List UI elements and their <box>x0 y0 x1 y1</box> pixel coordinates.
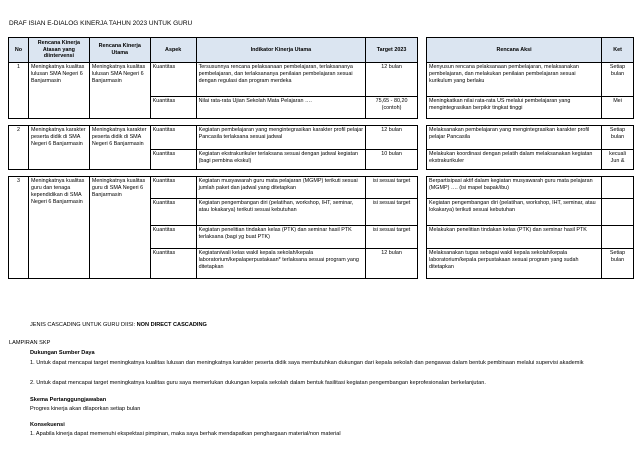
header-rencana-aksi: Rencana Aksi <box>427 38 602 63</box>
ket-cell: Setiap bulan <box>602 63 634 97</box>
table-row <box>9 177 418 199</box>
target-cell: isi sesuai target <box>366 199 418 226</box>
ket-cell: Mei <box>602 97 634 119</box>
rk-intervensi-cell: Meningkatnya karakter peserta didik di SMA Negeri 6 Banjarmasin <box>28 126 89 170</box>
ket-cell: kecuali Jun & <box>602 150 634 170</box>
ket-cell: Setiap bulan <box>602 249 634 279</box>
rk-utama-cell: Meningkatnya kualitas lulusan SMA Negeri 6 Banjarmasin <box>89 63 150 119</box>
row-number: 1 <box>9 63 29 119</box>
header-rk-utama: Rencana Kinerja Utama <box>89 38 150 63</box>
indikator-cell: Kegiatan musyawarah guru mata pelajaran (MGMP) terikuti sesuai jumlah paket dan jadwal yang ditetapkan <box>196 177 366 199</box>
skema-text: Progres kinerja akan dilaporkan setiap bulan <box>30 406 141 412</box>
row-number: 2 <box>9 126 29 170</box>
rencana-aksi-cell: Melakukan koordinasi dengan pelatih dalam melaksanakan kegiatan ekstrakurikuler <box>427 150 602 170</box>
target-cell: isi sesuai target <box>366 177 418 199</box>
target-cell: isi sesuai target <box>366 226 418 249</box>
ket-cell <box>602 226 634 249</box>
target-cell: 12 bulan <box>366 126 418 150</box>
kinerja-table <box>8 37 418 279</box>
aspek-cell: Kuantitas <box>150 126 196 150</box>
cascading-note <box>30 322 207 330</box>
aspek-cell: Kuantitas <box>150 199 196 226</box>
table-row <box>427 226 634 249</box>
header-ket: Ket <box>602 38 634 63</box>
ket-cell <box>602 199 634 226</box>
rk-utama-cell: Meningkatnya karakter peserta didik di SMA Negeri 6 Banjarmasin <box>89 126 150 170</box>
konsekuensi-text: 1. Apabila kinerja dapat memenuhi ekspektasi pimpinan, maka saya berhak mendapatkan penghargaan material/non material <box>30 431 341 437</box>
row-number: 3 <box>9 177 29 279</box>
target-cell: 75,65 - 80,20 (contoh) <box>366 97 418 119</box>
header-indikator: Indikator Kinerja Utama <box>196 38 366 63</box>
header-no: No <box>9 38 29 63</box>
indikator-cell: Kegiatan penelitian tindakan kelas (PTK) dan seminar hasil PTK terlaksana (bagi yg buat PTK) <box>196 226 366 249</box>
rk-intervensi-cell: Meningkatnya kualitas guru dan tenaga kependidikan di SMA Negeri 6 Banjarmasin <box>28 177 89 279</box>
table-row <box>427 150 634 170</box>
table-row <box>427 126 634 150</box>
rencana-aksi-cell: Melaksanakan tugas sebagai wakil kepala sekolah/kepala laboratorium/kepala perpustakaan sesuai program yang sudah ditetapkan <box>427 249 602 279</box>
aspek-cell: Kuantitas <box>150 226 196 249</box>
cascading-value: NON DIRECT CASCADING <box>136 322 207 328</box>
konsekuensi-title: Konsekuensi <box>30 422 65 428</box>
dukungan-item-1: 1. Untuk dapat mencapai target meningkatnya kualitas lulusan dan meningkatnya karakter peserta didik saya membutuhkan dukungan dari kepala sekolah dan pengawas dalam bentuk pembinaan melalui supervisi akademik <box>30 360 584 366</box>
target-cell: 12 bulan <box>366 249 418 279</box>
lampiran-title: LAMPIRAN SKP <box>9 340 51 346</box>
target-cell: 12 bulan <box>366 63 418 97</box>
table-row <box>9 63 418 97</box>
document-title: DRAF ISIAN E-DIALOG KINERJA TAHUN 2023 UNTUK GURU <box>9 20 193 27</box>
ket-cell: Setiap bulan <box>602 126 634 150</box>
header-rk-intervensi: Rencana Kinerja Atasan yang diintervensi <box>28 38 89 63</box>
indikator-cell: Tersusunnya rencana pelaksanaan pembelajaran, terlaksananya pembelajaran, dan terlaksananya penilaian pembelajaran sesuai dengan regulasi dan program merdeka <box>196 63 366 97</box>
dukungan-item-2: 2. Untuk dapat mencapai target meningkatnya kualitas guru saya memerlukan dukungan kepala sekolah dalam bentuk fasilitasi kegiatan pengembangan keprofesionalan berkelanjutan. <box>30 380 486 386</box>
aspek-cell: Kuantitas <box>150 177 196 199</box>
table-row <box>427 199 634 226</box>
indikator-cell: Kegiatan pembelajaran yang mengintegrasikan karakter profil pelajar Pancasila terlaksana sesuai jadwal <box>196 126 366 150</box>
table-row <box>427 249 634 279</box>
rencana-aksi-cell: Berpartisipasi aktif dalam kegiatan musyawarah guru mata pelajaran (MGMP) …. (isi mapel bapak/ibu) <box>427 177 602 199</box>
header-target: Target 2023 <box>366 38 418 63</box>
target-cell: 10 bulan <box>366 150 418 170</box>
table-row <box>427 177 634 199</box>
cascading-label: JENIS CASCADING UNTUK GURU DIISI: <box>30 322 136 328</box>
rencana-aksi-cell: Melaksanakan pembelajaran yang mengintegrasikan karakter profil pelajar Pancasila <box>427 126 602 150</box>
indikator-cell: Kegiatan/wali kelas wakil kepala sekolah/kepala laboratorium/kepalaperpustakaan* terlaksana sesuai program yang ditetapkan <box>196 249 366 279</box>
rencana-aksi-table <box>426 37 634 279</box>
indikator-cell: Nilai rata-rata Ujian Sekolah Mata Pelajaran …. <box>196 97 366 119</box>
aspek-cell: Kuantitas <box>150 150 196 170</box>
aspek-cell: Kuantitas <box>150 63 196 97</box>
rencana-aksi-cell: Melakukan penelitian tindakan kelas (PTK) dan seminar hasil PTK <box>427 226 602 249</box>
rk-intervensi-cell: Meningkatnya kualitas lulusan SMA Negeri 6 Banjarmasin <box>28 63 89 119</box>
indikator-cell: Kegiatan ekstrakurikuler terlaksana sesuai dengan jadwal kegiatan (bagi pembina ekskul) <box>196 150 366 170</box>
ket-cell <box>602 177 634 199</box>
rencana-aksi-cell: Kegiatan pengembangan diri (pelatihan, workshop, IHT, seminar, atau lokakarya) terikuti sesuai kebutuhan <box>427 199 602 226</box>
skema-title: Skema Pertanggungjawaban <box>30 397 107 403</box>
aspek-cell: Kuantitas <box>150 97 196 119</box>
aspek-cell: Kuantitas <box>150 249 196 279</box>
rencana-aksi-cell: Menyusun rencana pelaksanaan pembelajaran, melaksanakan pembelajaran, dan melakukan penilaian pembelajaran sesuai kurikulum yang berlaku <box>427 63 602 97</box>
dukungan-title: Dukungan Sumber Daya <box>30 350 95 356</box>
rk-utama-cell: Meningkatnya kualitas guru di SMA Negeri 6 Banjarmasin <box>89 177 150 279</box>
indikator-cell: Kegiatan pengembangan diri (pelatihan, workshop, IHT, seminar, atau lokakarya) terikuti sesuai kebutuhan <box>196 199 366 226</box>
table-row <box>427 97 634 119</box>
rencana-aksi-cell: Meningkatkan nilai rata-rata US melalui pembelajaran yang mengintegrasikan berpikir tingkat tinggi <box>427 97 602 119</box>
header-aspek: Aspek <box>150 38 196 63</box>
table-row <box>9 126 418 150</box>
table-row <box>427 63 634 97</box>
